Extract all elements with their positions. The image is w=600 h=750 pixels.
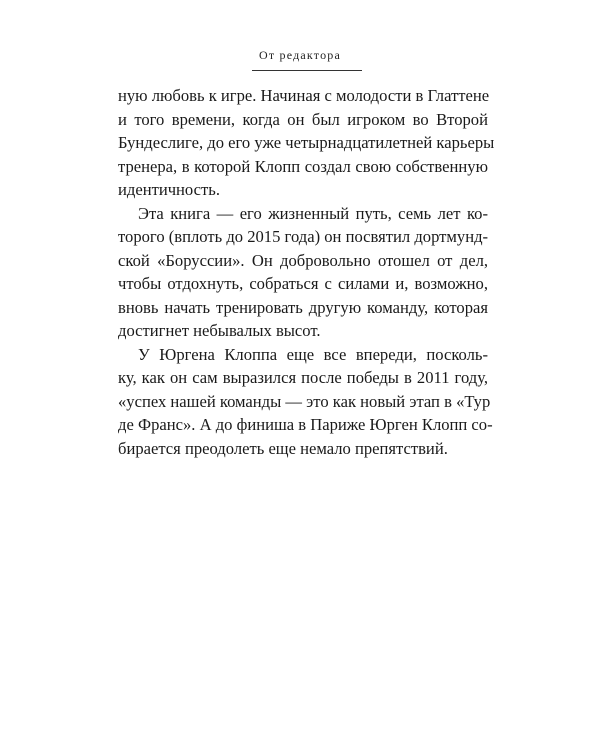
text-line: ку, как он сам выразился после победы в 2011 году,	[118, 368, 488, 387]
text-line: «успех нашей команды — это как новый этап в «Тур	[118, 391, 491, 411]
header-rule	[252, 70, 362, 71]
text-line: де Франс». А до финиша в Париже Юрген Клопп со-	[118, 415, 493, 434]
text-line: Эта книга — его жизненный путь, семь лет ко-	[138, 203, 488, 223]
text-line: достигнет небывалых высот.	[118, 321, 321, 340]
running-head	[0, 46, 600, 64]
text-line: и того времени, когда он был игроком во Второй	[118, 109, 488, 129]
body-text	[118, 84, 495, 460]
text-line: Бундеслиге, до его уже четырнадцатилетней карьеры	[118, 133, 495, 152]
text-line: бирается преодолеть еще немало препятствий.	[118, 438, 448, 458]
text-line: У Юргена Клоппа еще все впереди, посколь-	[138, 344, 488, 364]
text-line: ную любовь к игре. Начиная с молодости в Глаттене	[118, 86, 490, 105]
text-line: ской «Боруссии». Он добровольно отошел от дел,	[118, 250, 488, 270]
text-line: вновь начать тренировать другую команду, которая	[118, 297, 488, 317]
text-line: торого (вплоть до 2015 года) он посвятил дортмунд-	[118, 227, 489, 246]
text-line: тренера, в которой Клопп создал свою собственную	[118, 156, 488, 176]
text-line: чтобы отдохнуть, собраться с силами и, возможно,	[118, 274, 488, 293]
running-title: От редактора	[259, 48, 341, 62]
text-line: идентичность.	[118, 180, 220, 199]
